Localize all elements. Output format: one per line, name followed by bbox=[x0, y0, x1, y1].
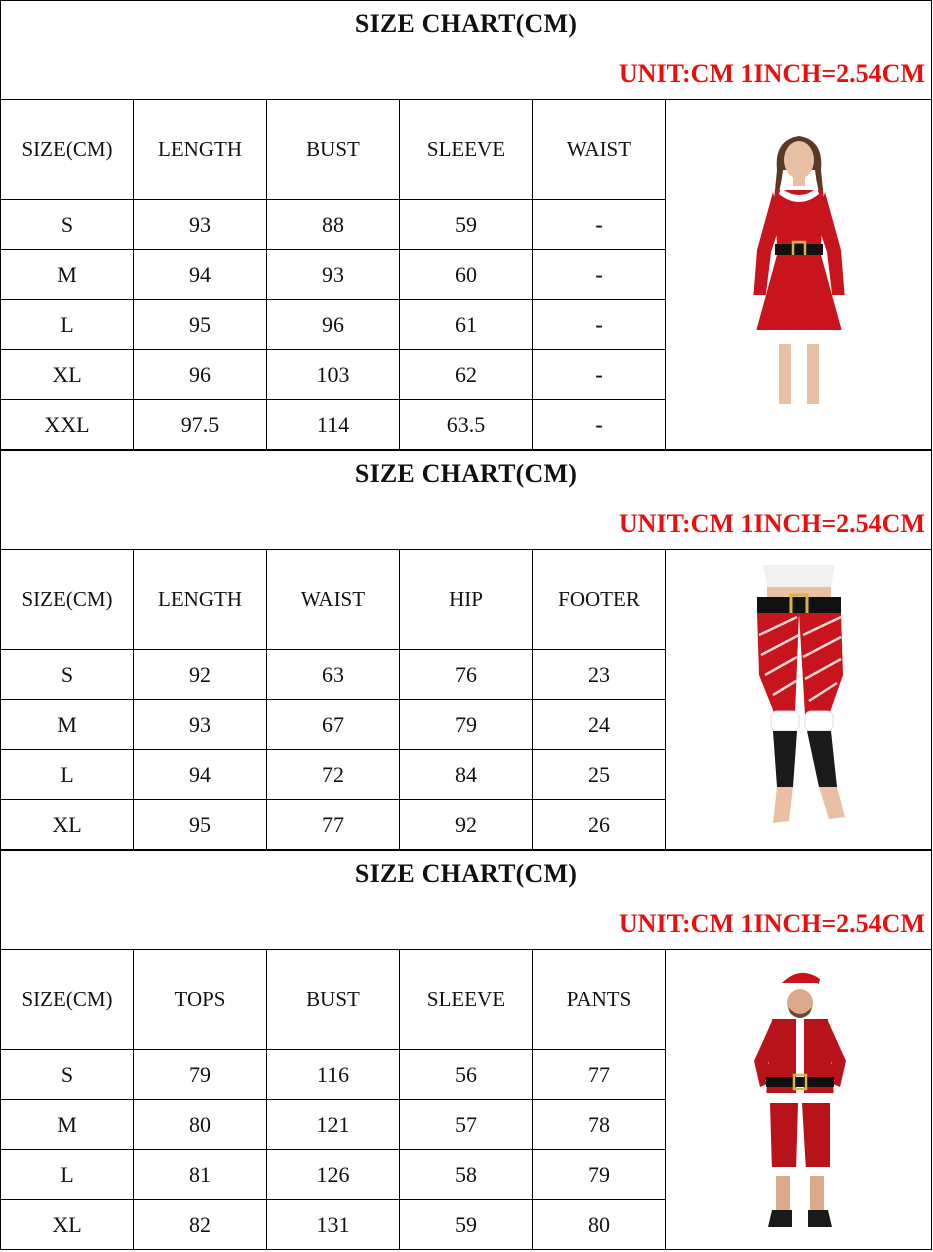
size-cell: M bbox=[1, 1100, 134, 1150]
product-photo-cell bbox=[666, 100, 932, 450]
value-cell: - bbox=[533, 250, 666, 300]
header-cell: HIP bbox=[400, 550, 533, 650]
header-cell: SIZE(CM) bbox=[1, 950, 134, 1050]
value-cell: 93 bbox=[134, 200, 267, 250]
size-cell: XXL bbox=[1, 400, 134, 450]
value-cell: 63.5 bbox=[400, 400, 533, 450]
size-chart-dress bbox=[0, 0, 932, 450]
santa-dress-photo bbox=[729, 130, 869, 420]
value-cell: 59 bbox=[400, 1200, 533, 1250]
size-table bbox=[0, 549, 932, 850]
unit-note: UNIT:CM 1INCH=2.54CM bbox=[618, 509, 925, 538]
header-cell: SIZE(CM) bbox=[1, 100, 134, 200]
header-cell: LENGTH bbox=[134, 100, 267, 200]
chart-header bbox=[0, 850, 932, 949]
value-cell: 103 bbox=[267, 350, 400, 400]
value-cell: 93 bbox=[267, 250, 400, 300]
header-cell: SLEEVE bbox=[400, 950, 533, 1050]
value-cell: 77 bbox=[533, 1050, 666, 1100]
product-photo-cell bbox=[666, 950, 932, 1250]
value-cell: 59 bbox=[400, 200, 533, 250]
value-cell: - bbox=[533, 350, 666, 400]
size-table bbox=[0, 99, 932, 450]
value-cell: 24 bbox=[533, 700, 666, 750]
size-cell: XL bbox=[1, 1200, 134, 1250]
value-cell: 82 bbox=[134, 1200, 267, 1250]
value-cell: 80 bbox=[533, 1200, 666, 1250]
unit-note: UNIT:CM 1INCH=2.54CM bbox=[618, 909, 925, 938]
value-cell: 126 bbox=[267, 1150, 400, 1200]
header-cell: LENGTH bbox=[134, 550, 267, 650]
value-cell: 25 bbox=[533, 750, 666, 800]
size-cell: L bbox=[1, 750, 134, 800]
value-cell: 60 bbox=[400, 250, 533, 300]
chart-header bbox=[0, 450, 932, 549]
chart-title: SIZE CHART(CM) bbox=[354, 9, 578, 38]
size-chart-suit bbox=[0, 850, 932, 1251]
value-cell: 131 bbox=[267, 1200, 400, 1250]
value-cell: 84 bbox=[400, 750, 533, 800]
value-cell: 77 bbox=[267, 800, 400, 850]
size-cell: S bbox=[1, 650, 134, 700]
value-cell: 96 bbox=[267, 300, 400, 350]
size-cell: M bbox=[1, 700, 134, 750]
value-cell: - bbox=[533, 300, 666, 350]
size-cell: L bbox=[1, 300, 134, 350]
value-cell: 97.5 bbox=[134, 400, 267, 450]
header-cell: WAIST bbox=[533, 100, 666, 200]
value-cell: 79 bbox=[533, 1150, 666, 1200]
chart-header bbox=[0, 0, 932, 99]
value-cell: 78 bbox=[533, 1100, 666, 1150]
santa-suit-photo bbox=[734, 965, 864, 1235]
value-cell: 93 bbox=[134, 700, 267, 750]
value-cell: 114 bbox=[267, 400, 400, 450]
value-cell: 56 bbox=[400, 1050, 533, 1100]
size-chart-leggings bbox=[0, 450, 932, 850]
value-cell: 79 bbox=[134, 1050, 267, 1100]
value-cell: 92 bbox=[400, 800, 533, 850]
size-cell: XL bbox=[1, 350, 134, 400]
value-cell: 95 bbox=[134, 800, 267, 850]
value-cell: 26 bbox=[533, 800, 666, 850]
value-cell: 116 bbox=[267, 1050, 400, 1100]
value-cell: 23 bbox=[533, 650, 666, 700]
chart-title: SIZE CHART(CM) bbox=[354, 859, 578, 888]
value-cell: 79 bbox=[400, 700, 533, 750]
value-cell: 95 bbox=[134, 300, 267, 350]
value-cell: 121 bbox=[267, 1100, 400, 1150]
header-cell: BUST bbox=[267, 100, 400, 200]
header-cell: PANTS bbox=[533, 950, 666, 1050]
table-header-row bbox=[1, 950, 932, 1050]
value-cell: 76 bbox=[400, 650, 533, 700]
value-cell: 94 bbox=[134, 250, 267, 300]
header-cell: TOPS bbox=[134, 950, 267, 1050]
size-cell: S bbox=[1, 1050, 134, 1100]
table-header-row bbox=[1, 100, 932, 200]
value-cell: 72 bbox=[267, 750, 400, 800]
value-cell: 88 bbox=[267, 200, 400, 250]
value-cell: 58 bbox=[400, 1150, 533, 1200]
value-cell: 96 bbox=[134, 350, 267, 400]
table-header-row bbox=[1, 550, 932, 650]
value-cell: 62 bbox=[400, 350, 533, 400]
chart-title: SIZE CHART(CM) bbox=[354, 459, 578, 488]
value-cell: 67 bbox=[267, 700, 400, 750]
header-cell: SIZE(CM) bbox=[1, 550, 134, 650]
value-cell: 81 bbox=[134, 1150, 267, 1200]
header-cell: WAIST bbox=[267, 550, 400, 650]
value-cell: 94 bbox=[134, 750, 267, 800]
value-cell: - bbox=[533, 200, 666, 250]
value-cell: - bbox=[533, 400, 666, 450]
size-cell: M bbox=[1, 250, 134, 300]
size-cell: S bbox=[1, 200, 134, 250]
size-cell: L bbox=[1, 1150, 134, 1200]
value-cell: 92 bbox=[134, 650, 267, 700]
santa-leggings-photo bbox=[719, 565, 879, 835]
product-photo-cell bbox=[666, 550, 932, 850]
unit-note: UNIT:CM 1INCH=2.54CM bbox=[618, 59, 925, 88]
size-table bbox=[0, 949, 932, 1250]
value-cell: 61 bbox=[400, 300, 533, 350]
size-cell: XL bbox=[1, 800, 134, 850]
value-cell: 80 bbox=[134, 1100, 267, 1150]
header-cell: FOOTER bbox=[533, 550, 666, 650]
value-cell: 63 bbox=[267, 650, 400, 700]
value-cell: 57 bbox=[400, 1100, 533, 1150]
header-cell: SLEEVE bbox=[400, 100, 533, 200]
header-cell: BUST bbox=[267, 950, 400, 1050]
